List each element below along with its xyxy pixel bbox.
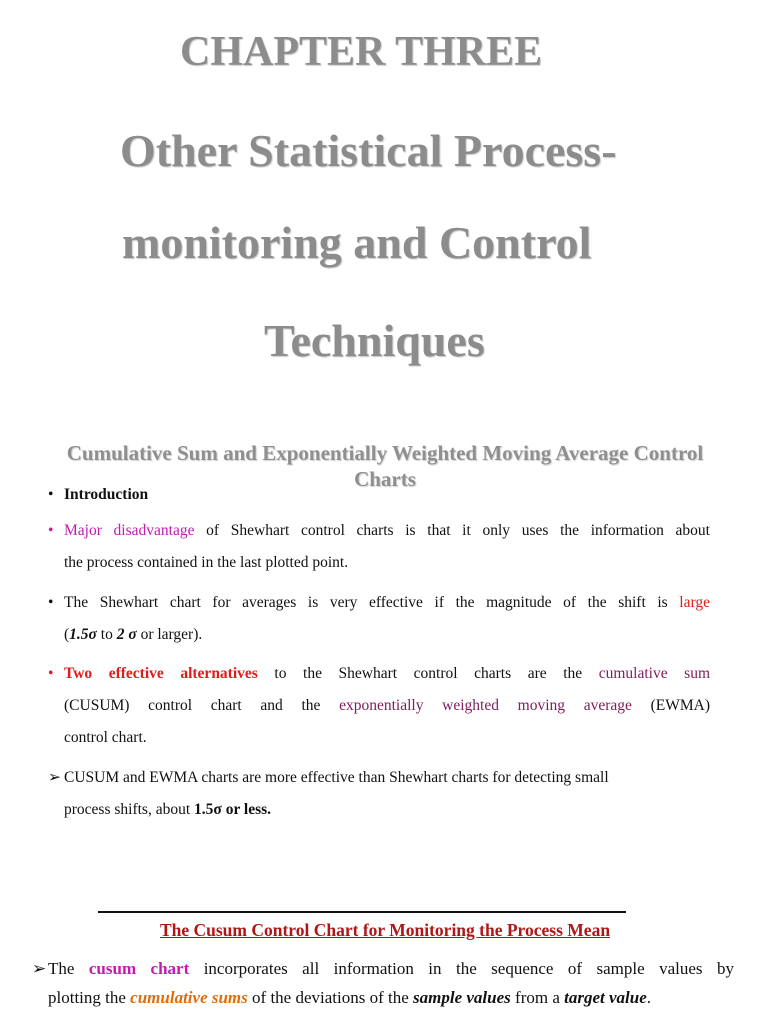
p5-the: The <box>48 959 89 978</box>
p3-line-2 <box>48 690 710 722</box>
p3-line-2-a: (CUSUM) control chart and the <box>64 697 340 714</box>
main-title-line-2: monitoring and Control <box>122 217 592 268</box>
p4-bold-value: 1.5σ or less. <box>194 801 272 818</box>
p4-line-1: CUSUM and EWMA charts are more effective than Shewhart charts for detecting small <box>64 769 609 786</box>
bullet-icon: • <box>48 486 54 503</box>
main-title-line-3: Techniques <box>264 315 485 366</box>
paragraph-two-alternatives <box>48 658 710 754</box>
value-1-5-sigma: 1.5σ <box>69 626 97 643</box>
highlight-sample-values: sample values <box>413 988 511 1007</box>
p4-line-2-pre: process shifts, about <box>64 801 195 818</box>
highlight-major-disadvantage: Major disadvantage <box>64 522 195 539</box>
p2-tail: or larger). <box>136 626 203 643</box>
to-text: to <box>96 626 117 643</box>
highlight-target-value: target value <box>564 988 647 1007</box>
p2-text: The Shewhart chart for averages is very effective if the magnitude of the shift is <box>64 594 680 611</box>
paragraph-cusum-chart <box>32 954 734 1012</box>
introduction-label: Introduction <box>64 486 149 503</box>
p4-line-2 <box>48 794 710 826</box>
section-heading: The Cusum Control Chart for Monitoring the Process Mean <box>159 920 611 940</box>
paragraph-cusum-ewma <box>48 762 710 826</box>
chapter-title: CHAPTER THREE <box>180 29 543 75</box>
highlight-cumulative-sums: cumulative sums <box>130 988 248 1007</box>
open-paren: ( <box>64 626 70 643</box>
highlight-cusum-chart: cusum chart <box>88 959 190 978</box>
arrow-bullet-icon: ➢ <box>48 769 61 786</box>
p5-line-2 <box>32 983 734 1012</box>
value-2-sigma: 2 σ <box>116 626 137 643</box>
p3-text: to the Shewhart control charts are the <box>257 665 599 682</box>
highlight-two-effective-alternatives: Two effective alternatives <box>64 665 258 682</box>
p1-text: of Shewhart control charts is that it only uses the information about <box>194 522 710 539</box>
highlight-large: large <box>679 594 710 611</box>
highlight-cumulative-sum: cumulative sum <box>598 665 711 682</box>
arrow-bullet-icon: ➢ <box>32 959 47 978</box>
paragraph-major-disadvantage <box>48 515 710 579</box>
bullet-icon: • <box>48 594 54 611</box>
bullet-introduction <box>48 479 728 511</box>
subtitle: Cumulative Sum and Exponentially Weighted Moving Average Control Charts <box>66 441 704 491</box>
p5-of-deviations: of the deviations of the <box>247 988 414 1007</box>
p5-plotting: plotting the <box>48 988 131 1007</box>
p5-period: . <box>646 988 652 1007</box>
p2-line-2 <box>48 619 710 651</box>
p5-line-1-rest: incorporates all information in the sequence of sample values by <box>189 959 734 978</box>
divider-line <box>98 911 626 913</box>
p3-line-2-b: (EWMA) <box>631 697 710 714</box>
paragraph-shewhart-averages <box>48 587 710 651</box>
bullet-icon: • <box>48 665 54 682</box>
p3-line-3: control chart. <box>64 729 147 746</box>
highlight-ewma: exponentially weighted moving average <box>339 697 632 714</box>
bullet-icon: • <box>48 522 54 539</box>
main-title-line-1: Other Statistical Process- <box>120 125 617 176</box>
p1-line-2: the process contained in the last plotted point. <box>64 554 349 571</box>
p5-from-a: from a <box>510 988 565 1007</box>
